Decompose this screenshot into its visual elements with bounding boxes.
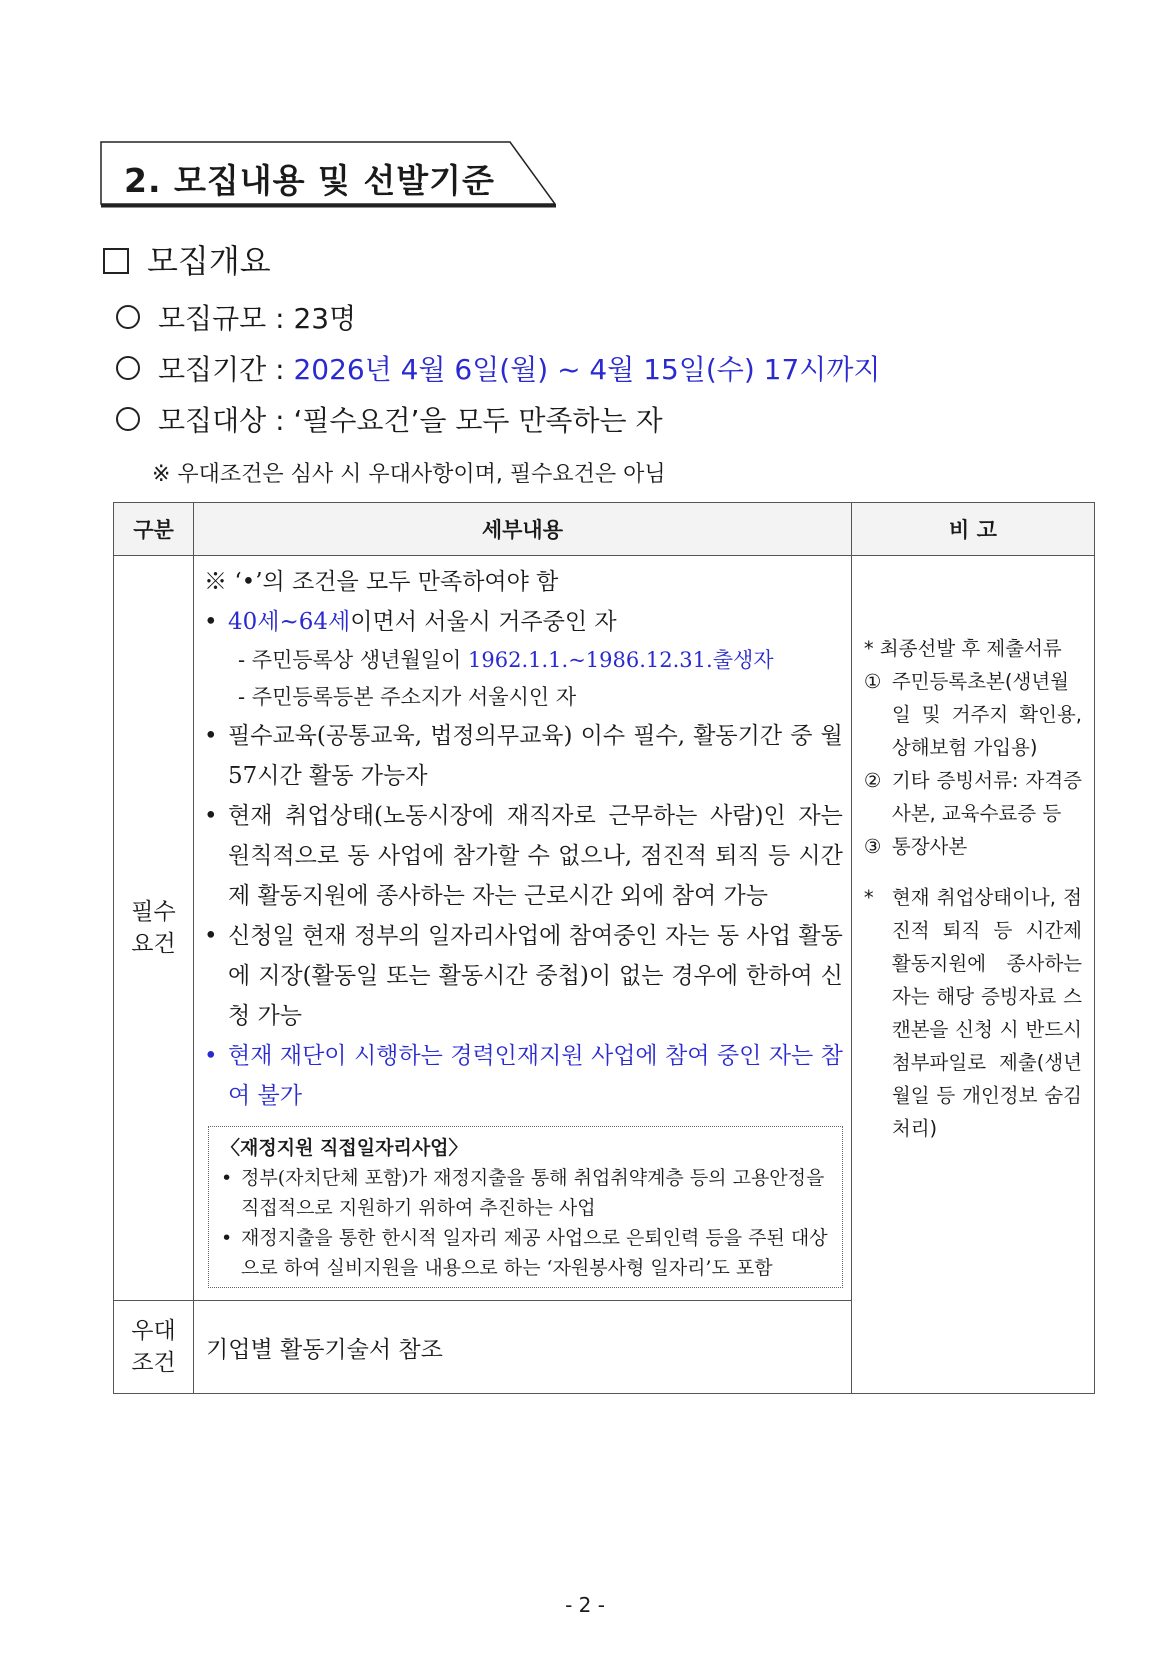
item-value: 23명	[293, 302, 357, 335]
item-value: 2026년 4월 6일(월) ~ 4월 15일(수) 17시까지	[293, 353, 881, 386]
preference-note: ※ 우대조건은 심사 시 우대사항이며, 필수요건은 아님	[152, 462, 666, 487]
circle-bullet-icon	[116, 356, 140, 380]
item-target: 모집대상 : ‘필수요건’을 모두 만족하는 자	[116, 399, 663, 439]
criteria-table	[113, 502, 1095, 1394]
square-bullet-icon	[103, 248, 129, 274]
list-item: • 현재 재단이 시행하는 경력인재지원 사업에 참여 중인 자는 참여 불가	[204, 1043, 843, 1109]
circle-bullet-icon	[116, 305, 140, 329]
item-label: 모집기간	[158, 353, 267, 386]
required-intro: ※ ‘•’의 조건을 모두 만족하여야 함	[204, 569, 559, 595]
remarks-intro: * 최종선발 후 제출서류	[863, 637, 1062, 660]
item-value: ‘필수요건’을 모두 만족하는 자	[293, 404, 663, 437]
item-scale: 모집규모 : 23명	[116, 297, 356, 337]
box-item: • 재정지출을 통한 한시적 일자리 제공 사업으로 은퇴인력 등을 주된 대상으로 하여 실비지원을 내용으로 하는 ‘자원봉사형 일자리’도 포함	[221, 1227, 828, 1279]
table-row-required	[114, 556, 1095, 1301]
list-item: • 신청일 현재 정부의 일자리사업에 참여중인 자는 동 사업 활동에 지장(활동일 또는 활동시간 중첩)이 없는 경우에 한하여 신청 가능	[204, 923, 843, 1029]
required-details	[194, 556, 852, 1301]
box-item: • 정부(자치단체 포함)가 재정지출을 통해 취업취약계층 등의 고용안정을 직접적으로 지원하기 위하여 추진하는 사업	[221, 1167, 825, 1219]
list-item: • 40세~64세이면서 서울시 거주중인 자	[204, 609, 617, 635]
table-header-row	[114, 503, 1095, 556]
section-title: 2. 모집내용 및 선발기준	[124, 161, 495, 200]
sub-item: - 주민등록등본 주소지가 서울시인 자	[238, 685, 577, 709]
item-period: 모집기간 : 2026년 4월 6일(월) ~ 4월 15일(수) 17시까지	[116, 348, 880, 388]
remark-item: ② 기타 증빙서류: 자격증 사본, 교육수료증 등	[863, 769, 1082, 825]
section-header	[100, 141, 556, 211]
header-details: 세부내용	[194, 503, 852, 556]
item-label: 모집대상	[158, 404, 267, 437]
direct-job-program-box	[208, 1126, 843, 1288]
heading-text: 모집개요	[147, 242, 271, 280]
header-category: 구분	[114, 503, 194, 556]
remarks-cell	[851, 556, 1094, 1394]
category-required: 필수 요건	[114, 556, 194, 1301]
preferred-details: 기업별 활동기술서 참조	[194, 1301, 852, 1394]
heading-overview	[103, 236, 271, 282]
box-title: 〈재정지원 직접일자리사업〉	[221, 1137, 468, 1159]
list-item: • 현재 취업상태(노동시장에 재직자로 근무하는 사람)인 자는 원칙적으로 동 사업에 참가할 수 없으나, 점진적 퇴직 등 시간제 활동지원에 종사하는 자는 근로시간 외에 참여 가능	[204, 803, 843, 909]
sub-item: - 주민등록상 생년월일이 1962.1.1.~1986.12.31.출생자	[238, 648, 774, 672]
page-number: - 2 -	[565, 1593, 605, 1617]
remark-note: * 현재 취업상태이나, 점진적 퇴직 등 시간제 활동지원에 종사하는 자는 해당 증빙자료 스캔본을 신청 시 반드시 첨부파일로 제출(생년월일 등 개인정보 숨김 처리)	[863, 886, 1082, 1140]
remark-item: ③ 통장사본	[863, 835, 968, 858]
circle-bullet-icon	[116, 407, 140, 431]
item-label: 모집규모	[158, 302, 267, 335]
category-preferred: 우대 조건	[114, 1301, 194, 1394]
remark-item: ① 주민등록초본(생년월일 및 거주지 확인용, 상해보험 가입용)	[863, 670, 1082, 759]
list-item: • 필수교육(공통교육, 법정의무교육) 이수 필수, 활동기간 중 월 57시간 활동 가능자	[204, 723, 843, 789]
header-remarks: 비 고	[851, 503, 1094, 556]
